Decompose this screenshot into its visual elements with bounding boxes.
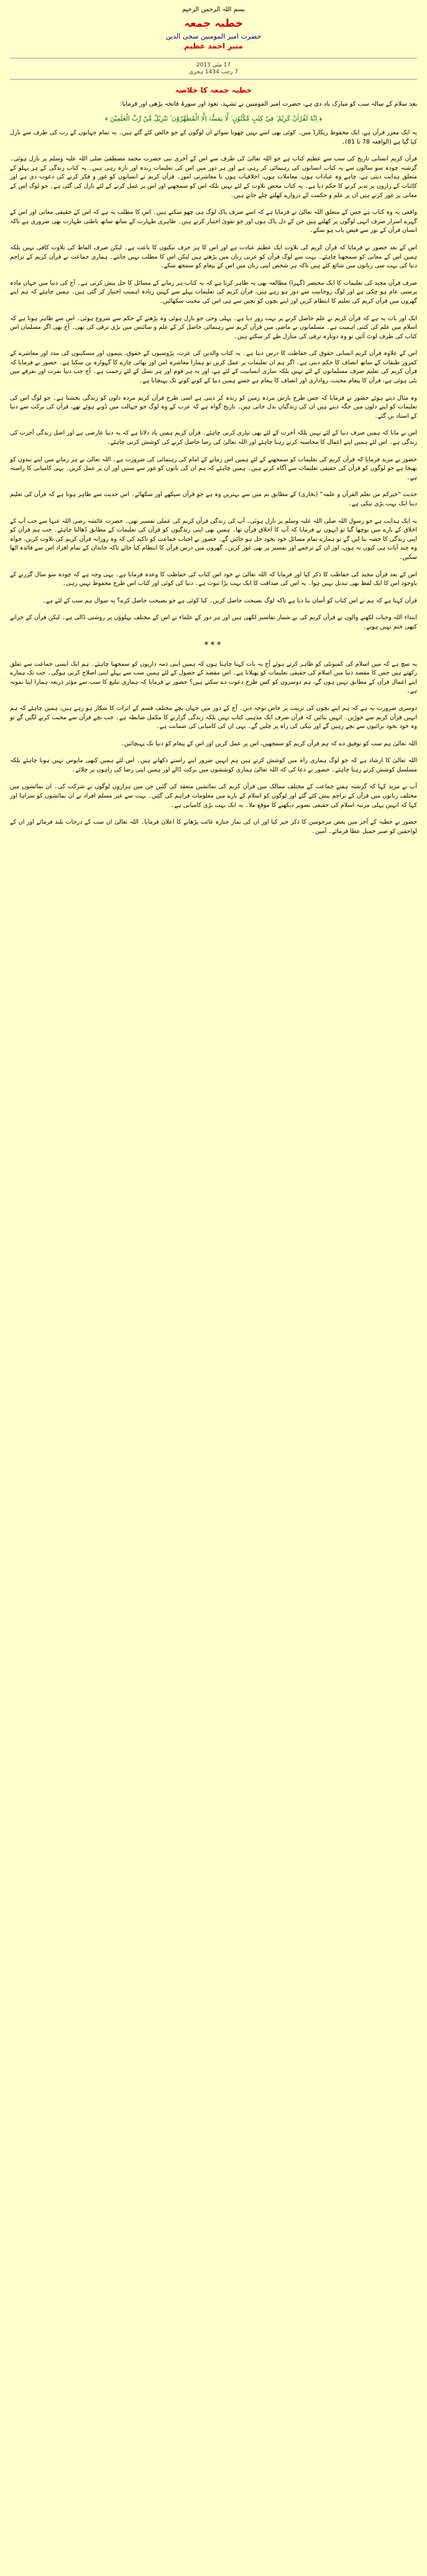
paragraph: یہ ایک معزز قرآن ہے، ایک محفوظ ریکارڈ میں۔ کوئی بھی اسے نہیں چھوتا سوائے ان لوگوں کے جو خالص کئے گئے ہیں۔ یہ تمام جہانوں کے رب کی طرف سے نازل کیا گیا ہے (الواقعہ 78 تا 81)۔ bbox=[10, 129, 417, 145]
paragraph: ایک اور بات یہ ہے کہ قرآن کریم نے علم حاصل کرنے پر بہت زور دیا ہے۔ پہلی وحی جو نازل ہوئی وہ پڑھنے کے حکم سے شروع ہوئی۔ اس سے ظاہر ہوتا ہے کہ اسلام میں علم کی کتنی اہمیت ہے۔ مسلمانوں نے ماضی میں قرآن کریم سے رہنمائی حاصل کر کے علم و سائنس میں بڑی ترقی کی تھی۔ آج بھی اگر مسلمان اس کتاب کی طرف لوٹ آئیں تو وہ دوبارہ ترقی کی منازل طے کر سکتے ہیں۔ bbox=[10, 315, 417, 340]
paragraphs-after-section bbox=[10, 660, 417, 837]
quran-verse: ﴿ اِنَّهٗ لَقُرْاٰنٌ كَرِيْمٌ ۙ فِيْ كِتٰبٍ مَّكْنُوْنٍ ۙ لَّا يَمَسُّهٗۤ اِلَّا الْمُطَهَّرُوْنَ ۙ تَنْزِيْلٌ مِّنْ رَّبِّ الْعٰلَمِيْنَ ﴾ bbox=[104, 115, 323, 122]
subtitle: حضرت امیر المومنین سخی الدین bbox=[165, 32, 262, 40]
paragraph: صرف قرآن مجید کی تعلیمات کا ایک مختصر (گہرا) مطالعہ بھی یہ ظاہر کرتا ہے کہ یہ کتاب ہر زمانے کے مسائل کا حل پیش کرتی ہے۔ آج کی دنیا میں جہاں مادہ پرستی عام ہو چکی ہے اور لوگ روحانیت سے دور ہو رہے ہیں، قرآن کریم کی تعلیمات پہلے سے کہیں زیادہ اہمیت اختیار کر گئی ہیں۔ ہمیں چاہئے کہ ہم اپنے گھروں میں قرآن کریم کی تعلیم کا انتظام کریں اور اپنے بچوں کو بچپن سے ہی اس کی محبت سکھائیں۔ bbox=[10, 279, 417, 305]
page-title: خطبہ جمعہ bbox=[184, 17, 243, 30]
paragraph: آپ نے مزید کہا کہ گزشتہ ہفتے جماعت کے مختلف ممالک میں قرآن کریم کی نمائشیں منعقد کی گئیں جن میں ہزاروں لوگوں نے شرکت کی۔ ان نمائشوں میں مختلف زبانوں میں قرآن کے تراجم پیش کئے گئے اور لوگوں کو اسلام کے بارے میں معلومات فراہم کی گئیں۔ بہت سے غیر مسلم افراد نے ان نمائشوں کو سراہا اور کہا کہ انہیں پہلی مرتبہ اسلام کی حقیقی تصویر دیکھنے کا موقع ملا۔ یہ ایک بہت بڑی کامیابی ہے۔ bbox=[10, 783, 417, 809]
paragraph: حضور نے خطبہ کے آخر میں بعض مرحومین کا ذکر خیر کیا اور ان کی نماز جنازہ غائب پڑھانے کا اعلان فرمایا۔ اللہ تعالیٰ ان سب کے درجات بلند فرمائے اور ان کے لواحقین کو صبر جمیل عطا فرمائے۔ آمین۔ bbox=[10, 819, 417, 835]
divider bbox=[10, 79, 417, 80]
paragraph: اس کے بعد قرآن مجید کی حفاظت کا ذکر کیا اور فرمایا کہ اللہ تعالیٰ نے خود اس کتاب کی حفاظت کا وعدہ فرمایا ہے۔ یہی وجہ ہے کہ چودہ سو سال گزرنے کے باوجود اس کا ایک لفظ بھی تبدیل نہیں ہوا۔ یہ اس کی صداقت کا ایک بہت بڑا ثبوت ہے۔ دنیا کی کوئی اور کتاب اس طرح محفوظ نہیں رہی۔ bbox=[10, 571, 417, 587]
paragraph: اللہ تعالیٰ کا ارشاد ہے کہ جو لوگ ہماری راہ میں کوشش کرتے ہیں ہم انہیں ضرور اپنے راستے دکھاتے ہیں۔ اس لئے ہمیں کبھی مایوس نہیں ہونا چاہئے بلکہ مسلسل کوشش کرتے رہنا چاہئے۔ حضور نے دعا کی کہ اللہ تعالیٰ ہماری کوششوں میں برکت ڈالے اور ہمیں اپنی رضا کی راہوں پر چلائے۔ bbox=[10, 757, 417, 773]
date-gregorian: 17 مئی 2013 bbox=[196, 62, 231, 68]
paragraph: اس نے مانا کہ ہمیں صرف دنیا کے لئے نہیں بلکہ آخرت کے لئے بھی تیاری کرنی چاہئے۔ قرآن کریم ہمیں یاد دلاتا ہے کہ یہ دنیا عارضی ہے اور اصل زندگی آخرت کی زندگی ہے۔ اس لئے ہمیں اپنے اعمال کا محاسبہ کرتے رہنا چاہئے اور اللہ تعالیٰ کی رضا حاصل کرنے کی کوشش کرنی چاہئے۔ bbox=[10, 430, 417, 446]
paragraph: اس کے بعد حضور نے فرمایا کہ قرآن کریم کی تلاوت ایک عظیم عبادت ہے اور اس کا ہر حرف نیکیوں کا باعث ہے۔ لیکن صرف الفاظ کی تلاوت کافی نہیں بلکہ ہمیں اس کے معانی کو سمجھنا چاہئے۔ بہت سے لوگ قرآن کو عربی زبان میں پڑھتے ہیں لیکن اس کا مطلب نہیں جانتے۔ ہماری جماعت نے قرآن کریم کے تراجم دنیا کی بہت سی زبانوں میں شائع کئے ہیں تاکہ ہر شخص اپنی زبان میں اس کے پیغام کو سمجھ سکے۔ bbox=[10, 244, 417, 270]
paragraph: حضور نے مزید فرمایا کہ قرآن کریم کی تعلیمات کو سمجھنے کے لئے ہمیں اس زمانے کے امام کی رہنمائی کی ضرورت ہے۔ اللہ تعالیٰ نے ہر زمانے میں اپنے بندوں کو بھیجا ہے جو لوگوں کو قرآن کی حقیقی تعلیمات سے آگاہ کرتے ہیں۔ ہمیں چاہئے کہ ہم ان کی باتوں کو غور سے سنیں اور ان پر عمل کریں۔ یہی کامیابی کا راستہ ہے۔ bbox=[10, 456, 417, 481]
paragraph: اللہ تعالیٰ ہم سب کو توفیق دے کہ ہم قرآن کریم کو سمجھیں، اس پر عمل کریں اور اس کے پیغام کو دنیا تک پہنچائیں۔ bbox=[120, 740, 417, 747]
paragraph: حدیث "خیرکم من تعلم القرآن و علمہ" (بخاری) کے مطابق تم میں سے بہترین وہ ہے جو قرآن سیکھے اور سکھائے۔ اس حدیث سے ظاہر ہوتا ہے کہ قرآن کی تعلیم دینا ایک بہت بڑی نیکی ہے۔ bbox=[10, 491, 417, 507]
paragraph: وہ مثال دیتے ہوئے حضور نے فرمایا کہ جس طرح بارش مردہ زمین کو زندہ کر دیتی ہے اسی طرح قرآن کریم مردہ دلوں کو زندگی بخشتا ہے۔ جو لوگ اس کی تعلیمات کو اپنے دلوں میں جگہ دیتے ہیں ان کی زندگیاں بدل جاتی ہیں۔ تاریخ گواہ ہے کہ عرب کے وہ لوگ جو جہالت میں ڈوبے ہوئے تھے، قرآن کی برکت سے دنیا کے استاد بن گئے۔ bbox=[10, 394, 417, 420]
intro-text: بعد سلام کے سالہ سب کو مبارک باد دی ہے، حضرت امیر المومنین نے تشہد، تعوذ اور سورۃ فاتحہ پڑھی اور فرمایا: bbox=[120, 101, 417, 108]
paragraph: ابتداء اللہ وحیات لکھنے والوں نے قرآن کریم کی بے شمار تفاسیر لکھی ہیں اور ہر دور کے علماء نے اس کے مختلف پہلوؤں پر روشنی ڈالی ہے۔ لیکن قرآن کے خزانے کبھی ختم نہیں ہوتے۔ bbox=[10, 614, 417, 630]
date-hijri: 7 رجب 1434 ہجری bbox=[188, 69, 239, 75]
paragraph: دوسری ضرورت یہ ہے کہ ہم اپنے بچوں کی تربیت پر خاص توجہ دیں۔ آج کے دور میں جہاں بچے مختلف قسم کے اثرات کا شکار ہو رہے ہیں، ہمیں چاہئے کہ ہم انہیں قرآن کریم سے جوڑیں۔ انہیں بتائیں کہ قرآن صرف ایک مذہبی کتاب نہیں بلکہ زندگی گزارنے کا مکمل ضابطہ ہے۔ جب بچے قرآن سے محبت کرنے لگیں گے تو وہ خود بخود برائیوں سے بچے رہیں گے اور نیکی کی راہ پر چلیں گے۔ یہی ان کی کامیابی کی ضمانت ہے۔ bbox=[10, 704, 417, 730]
summary-heading: خطبہ جمعہ کا خلاصہ bbox=[175, 86, 252, 94]
paragraph: قرآن کہتا ہے کہ ہم نے اس کتاب کو آسان بنا دیا ہے تاکہ لوگ نصیحت حاصل کریں۔ کیا کوئی ہے جو نصیحت حاصل کرے؟ یہ سوال ہم سب کے لئے ہے۔ bbox=[42, 597, 417, 604]
paragraph: واقعی یہ وہ کتاب ہے جس کے متعلق اللہ تعالیٰ نے فرمایا ہے کہ اسے صرف پاک لوگ ہی چھو سکتے ہیں۔ اس کا مطلب یہ ہے کہ اس کے حقیقی معانی اور اس کے گہرے اسرار صرف انہی لوگوں پر کھلتے ہیں جن کے دل پاک ہوں اور جو تقویٰ اختیار کرتے ہیں۔ ظاہری طہارت کے ساتھ ساتھ باطنی طہارت بھی ضروری ہے تاکہ انسان قرآن کے نور سے فیض یاب ہو سکے۔ bbox=[10, 209, 417, 234]
paragraph: یہ ایک ہدایت ہے جو رسول اللہ صلی اللہ علیہ وسلم پر نازل ہوئی۔ آپ کی زندگی قرآن کریم کی عملی تفسیر تھی۔ حضرت عائشہ رضی اللہ عنہا سے جب آپ کے اخلاق کے بارے میں پوچھا گیا تو انہوں نے فرمایا کہ آپ کا اخلاق قرآن تھا۔ ہمیں بھی اپنی زندگیوں کو قرآن کی تعلیمات کے مطابق ڈھالنا چاہئے۔ جب ہم قرآن کو اپنی زندگی کا حصہ بنا لیں گے تو ہمارے تمام مسائل خود بخود حل ہو جائیں گے۔ حضور نے احباب جماعت کو تاکید کی کہ وہ روزانہ قرآن کریم کی تلاوت کریں، خواہ وہ چند آیات ہی کیوں نہ ہوں، اور ان کے ترجمے اور تفسیر پر بھی غور کریں۔ گھروں میں درس قرآن کا انتظام کیا جائے تاکہ خاندان کے تمام افراد اس سے فائدہ اٹھا سکیں۔ bbox=[10, 517, 417, 561]
author-name: منیر احمد عظیم bbox=[184, 42, 243, 50]
paragraph: قرآن کریم انسانی تاریخ کی سب سے عظیم کتاب ہے جو اللہ تعالیٰ کی طرف سے اس کے آخری نبی حضرت محمد مصطفیٰ صلی اللہ علیہ وسلم پر نازل ہوئی۔ گزشتہ چودہ سو سالوں سے یہ کتاب انسانوں کی رہنمائی کر رہی ہے اور ہر دور میں اس کی تعلیمات زندہ اور تازہ رہی ہیں۔ یہ کتاب زندگی کے ہر پہلو کے متعلق ہدایت دیتی ہے، چاہے وہ عبادات ہوں، معاملات ہوں، اخلاقیات ہوں یا معاشرتی امور۔ قرآن کریم نے انسانوں کو غور و فکر کرنے کی دعوت دی ہے اور کائنات کے رازوں پر تدبر کرنے کا حکم دیا ہے۔ یہ کتاب محض تلاوت کے لئے نہیں بلکہ اس کو سمجھنے اور اس پر عمل کرنے کے لئے نازل کی گئی ہے۔ جو لوگ اس کے معانی پر غور کرتے ہیں ان پر علم و حکمت کے دروازے کھلتے چلے جاتے ہیں۔ bbox=[10, 155, 417, 199]
paragraph: اس کے علاوہ قرآن کریم انسانی حقوق کی حفاظت کا درس دیتا ہے۔ یہ کتاب والدین کی عزت، پڑوسیوں کے حقوق، یتیموں اور مسکینوں کی مدد اور معاشرے کے کمزور طبقات کے ساتھ انصاف کا حکم دیتی ہے۔ اگر ہم ان تعلیمات پر عمل کریں تو ہمارا معاشرہ امن اور بھائی چارے کا گہوارہ بن سکتا ہے۔ حضور نے فرمایا کہ قرآن کریم کی تعلیم صرف مسلمانوں کے لئے نہیں بلکہ ساری انسانیت کے لئے ہے، اور یہ ہر قوم اور ہر نسل کے لئے رحمت ہے۔ آج جب دنیا نفرت اور تفرقے میں بٹی ہوئی ہے، قرآن کا پیغام محبت، رواداری اور انصاف کا پیغام ہے جسے ہمیں دنیا کے کونے کونے تک پہنچانا ہے۔ bbox=[10, 350, 417, 385]
paragraph: یہ سچ ہے کہ میں اسلام کی کمیونٹی کو ظاہر کرتے ہوئے آج یہ بات کہنا چاہتا ہوں کہ ہمیں اپنی ذمہ داریوں کو سمجھنا چاہئے۔ ہم ایک ایسی جماعت سے تعلق رکھتے ہیں جس کا مقصد دنیا میں اسلام کی حقیقی تعلیمات کو پھیلانا ہے۔ اس مقصد کے حصول کے لئے ہمیں سب سے پہلے اپنی اصلاح کرنی ہوگی۔ جب تک ہمارے اپنے اعمال قرآن کے مطابق نہیں ہوں گے، ہم دوسروں کو کس طرح دعوت دے سکتے ہیں؟ حضور نے فرمایا کہ ہماری تبلیغ کا سب سے مؤثر ذریعہ ہمارا اپنا نمونہ ہے۔ bbox=[10, 660, 417, 695]
section-separator: *** bbox=[204, 640, 223, 650]
khutba-page bbox=[10, 0, 417, 836]
paragraphs-section bbox=[10, 129, 417, 632]
bismillah: بسم اللہ الرحمن الرحیم bbox=[181, 6, 245, 13]
